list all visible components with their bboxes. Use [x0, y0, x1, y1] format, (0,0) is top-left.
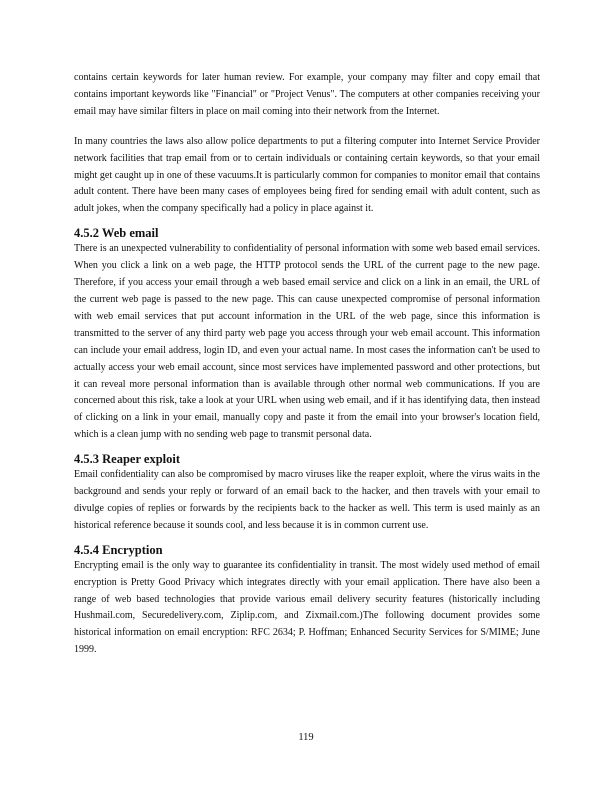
section-body-web-email: There is an unexpected vulnerability to confidentiality of personal information with some web based email services. When you click a link on a web page, the HTTP protocol sends the URL of the current page to the new page. Therefore, if you access your email through a web based email service and click on a link in an email, the URL of the current web page is passed to the new page. This can cause unexpected compromise of personal information with web email services that put account information in the URL of the web page, since this information is transmitted to the server of any third party web page you access through your web email account. This information can include your email address, login ID, and even your actual name. In most cases the information can't be used to actually access your web email account, since most services have implemented password and other protections, but it can reveal more personal information than is available through other normal web communications. If you are concerned about this risk, take a look at your URL when using web email, and if it has identifying data, then instead of clicking on a link in your email, manually copy and paste it from the email into your browser's location field, which is a clean jump with no sending web page to transmit personal data.	[74, 243, 540, 441]
section-heading-web-email: 4.5.2 Web email	[74, 226, 159, 241]
paragraph-spacer	[74, 121, 540, 134]
page-number: 119	[298, 732, 314, 743]
section-heading-reaper-exploit: 4.5.3 Reaper exploit	[74, 452, 181, 467]
section-heading-encryption: 4.5.4 Encryption	[74, 542, 163, 557]
document-page	[74, 70, 540, 659]
section-body-encryption: Encrypting email is the only way to guarantee its confidentiality in transit. The most widely used method of email encryption is Pretty Good Privacy which integrates directly with your email application. There have also been a range of web based technologies that provide various email delivery security features (historically including Hushmail.com, Securedelivery.com, Ziplip.com, and Zixmail.com.)The following document provides some historical information on email encryption: RFC 2634; P. Hoffman; Enhanced Security Services for S/MIME; June 1999.	[74, 559, 540, 656]
paragraph-police: In many countries the laws also allow police departments to put a filtering computer into Internet Service Provider network facilities that trap email from or to certain individuals or containing certain keywords, so that your email might get caught up in one of these vacuums.It is particularly common for companies to monitor email that contains adult content. There have been many cases of employees being fired for sending email with adult content, such as adult jokes, when the company specifically had a policy in place against it.	[74, 135, 540, 215]
section-body-reaper-exploit: Email confidentiality can also be compromised by macro viruses like the reaper exploit, where the virus waits in the background and sends your reply or forward of an email back to the hacker, and then travels with your email to divulge copies of replies or forwards by the recipients back to the hacker as well. This term is used mainly as an historical reference because it sounds cool, and less because it is in common current use.	[74, 469, 540, 531]
paragraph-intro: contains certain keywords for later human review. For example, your company may filter and copy email that contains important keywords like "Financial" or "Project Venus". The computers at other companies receiving your email may have similar filters in place on mail coming into their network from the Internet.	[74, 72, 540, 117]
